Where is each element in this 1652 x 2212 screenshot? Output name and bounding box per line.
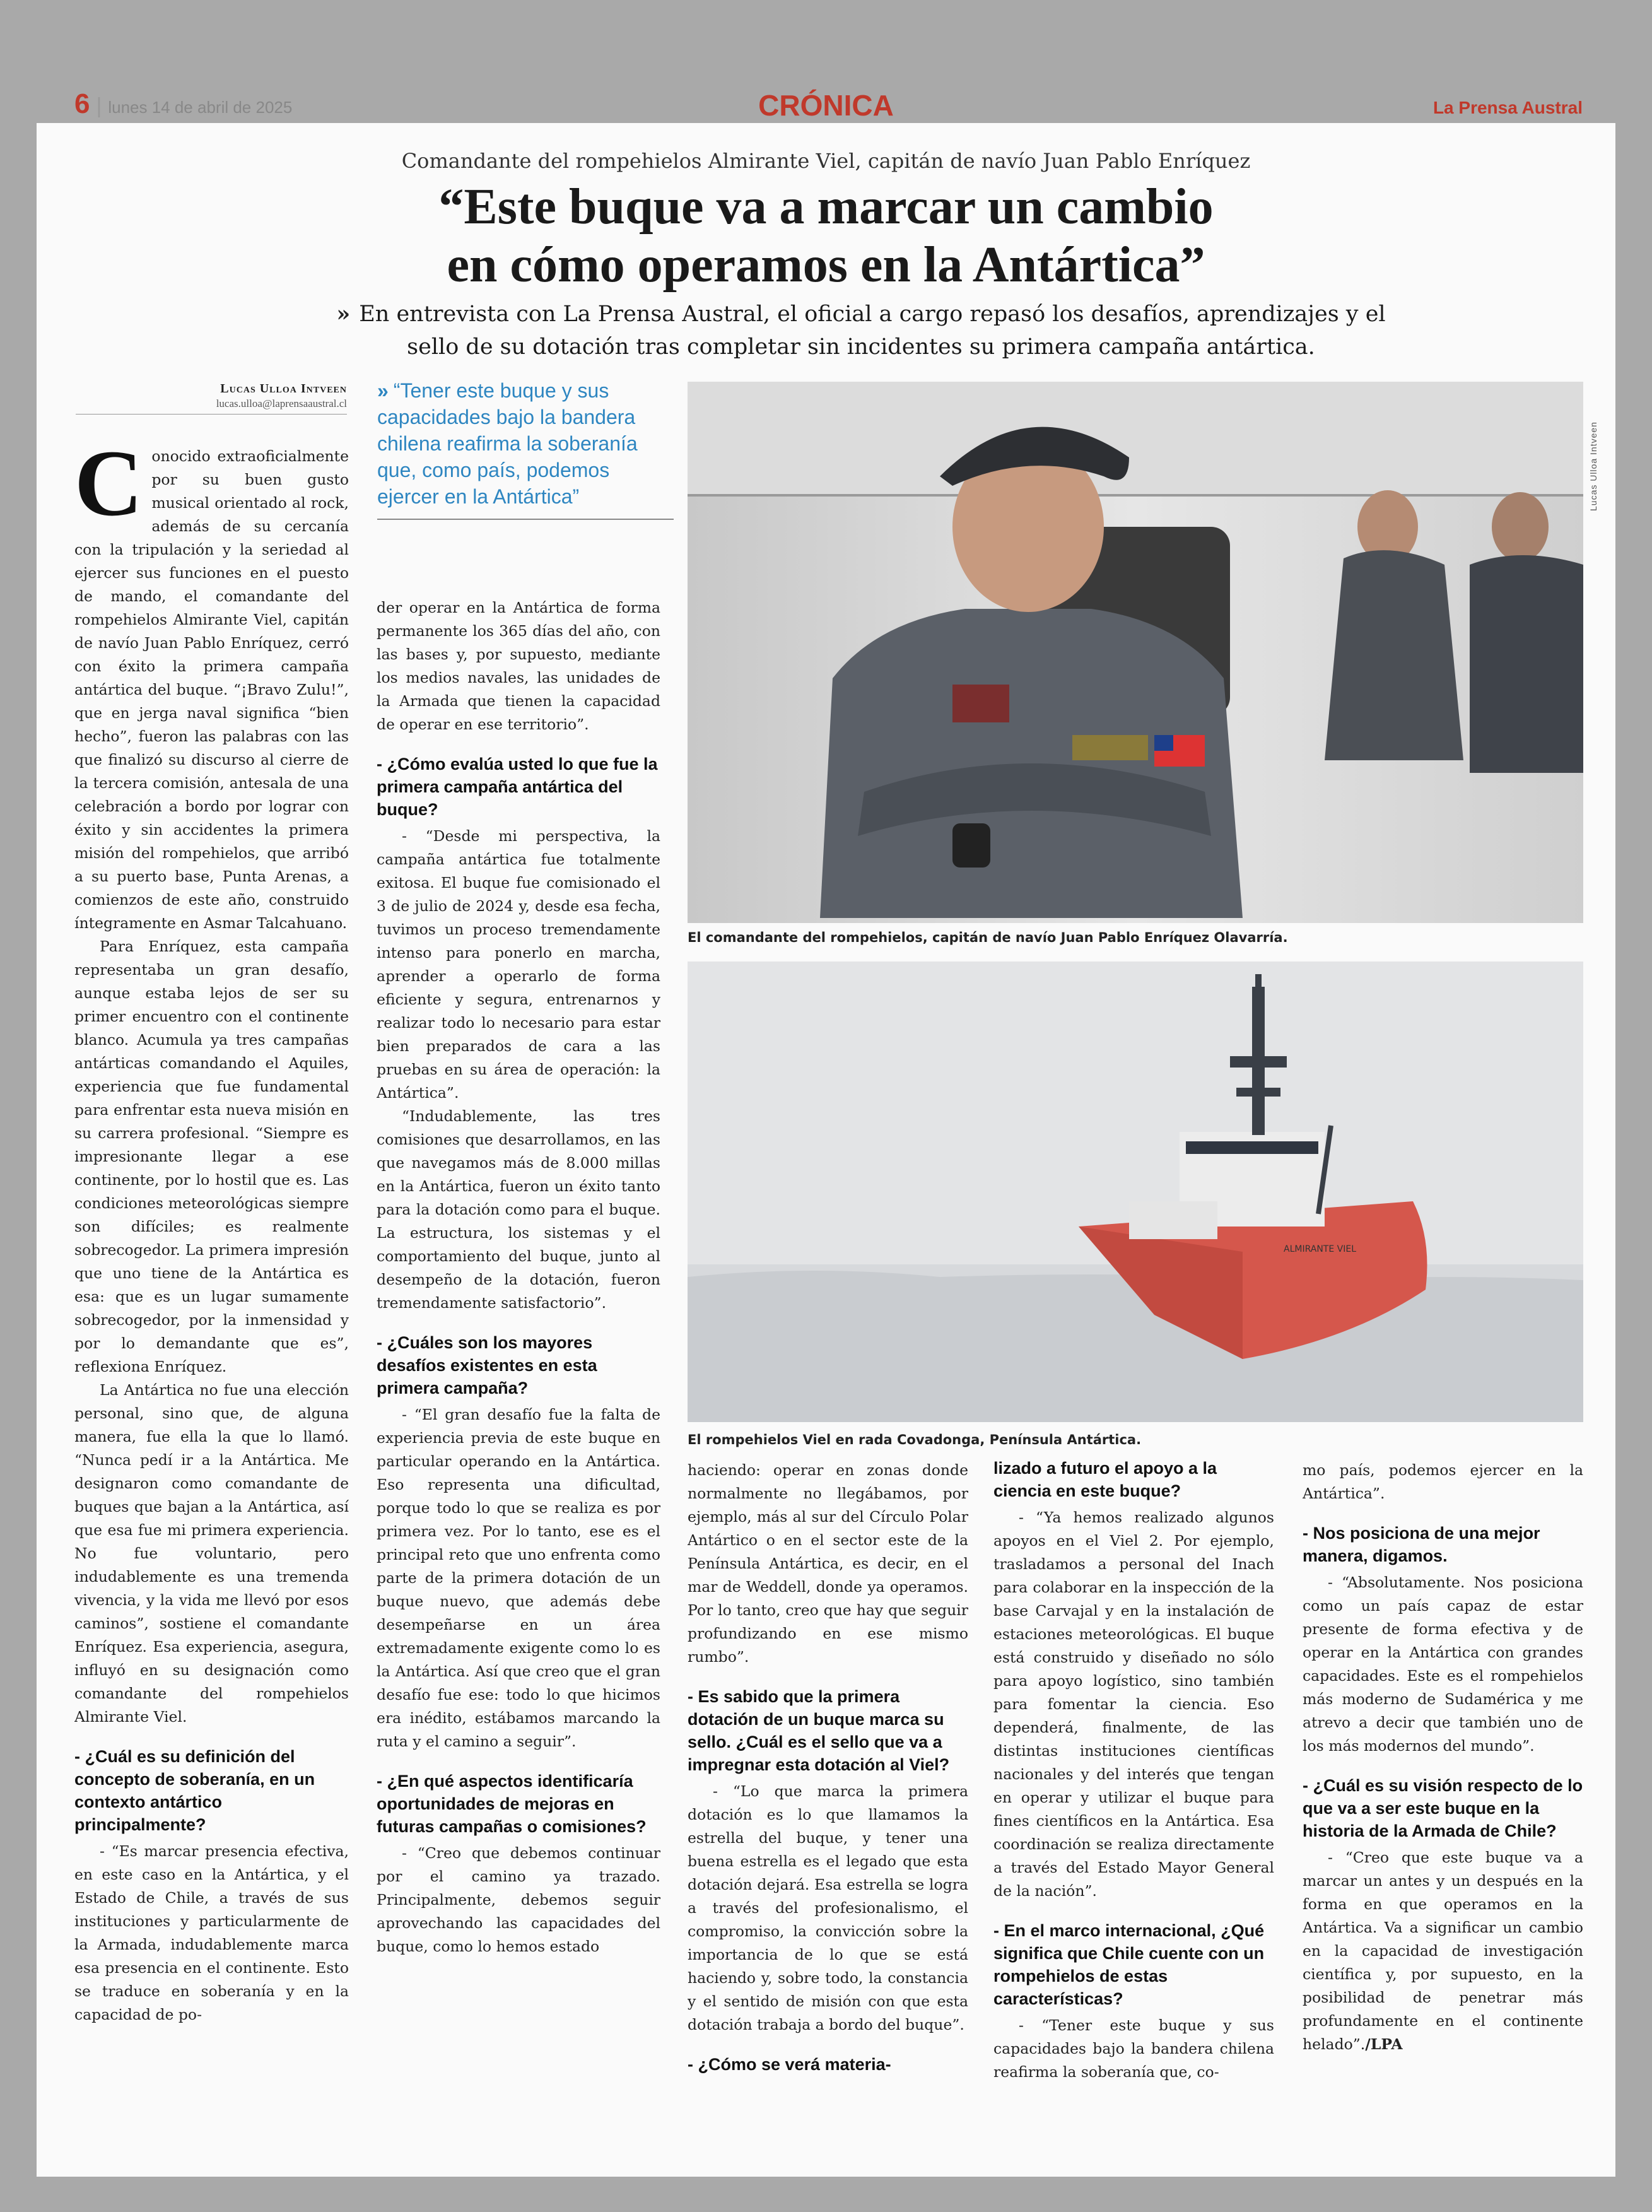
interview-question: - ¿Cuáles son los mayores desafíos existentes en esta primera campaña? [377,1333,597,1397]
photo-credit: Lucas Ulloa Intveen [1588,421,1598,511]
byline-email: lucas.ulloa@laprensaaustral.cl [76,397,347,415]
ship-photo-image [688,962,1583,1422]
headline-line-2: en cómo operamos en la Antártica” [447,237,1205,293]
article-headline [0,178,1652,294]
pull-quote [377,377,674,520]
ship-photo-caption: El rompehielos Viel en rada Covadonga, Península Antártica. [688,1432,1142,1447]
paragraph: haciendo: operar en zonas donde normalmente no llegábamos, por ejemplo, más al sur del Círculo Polar Antártico o en el sector este de la Península Antártica, es decir, en el mar de Weddell, donde ya operamos. Por lo tanto, creo que hay que seguir profundizando en ese mismo rumbo”. [688,1461,968,1666]
article-column-4 [993,1454,1274,2148]
interview-answer: - “El gran desafío fue la falta de experiencia previa de este buque en particular operando en la Antártica. Eso representa una dificultad, porque todo lo que se realiza es por primera vez. Por lo tanto, ese es el principal reto que uno enfrenta como parte de la primera dotación de un buque nuevo, que además debe desempeñarse en un área extremadamente exigente como lo es la Antártica. Así que creo que el gran desafío fue ese: todo lo que hicimos era inédito, estábamos marcando la ruta y el camino a seguir”. [377,1406,660,1750]
interview-answer: - “Absolutamente. Nos posiciona como un país capaz de estar presente de forma efectiva y de operar en la Antártica con grandes capacidades. Este es el rompehielos más moderno de Sudamérica y me atrevo a decir que también uno de los más modernos del mundo”. [1303,1574,1583,1755]
interview-answer: - “Creo que debemos continuar por el camino ya trazado. Principalmente, debemos seguir aprovechando las capacidades del buque, como lo hemos estado [377,1844,660,1955]
interview-answer: - “Desde mi perspectiva, la campaña antártica fue totalmente exitosa. El buque fue comisionado el 3 de julio de 2024 y, desde esa fecha, tuvimos un proceso tremendamente intenso para ponerlo en marcha, aprender a operarlo de forma eficiente y segura, entrenarnos y realizar todo lo necesario para estar bien preparados de cara a las pruebas en su área de operación: la Antártica”. [377,827,660,1102]
interview-question: - ¿Cómo se verá materia- [688,2055,891,2074]
paragraph: mo país, podemos ejercer en la Antártica”. [1303,1461,1583,1502]
headline-line-1: “Este buque va a marcar un cambio [438,179,1214,235]
article-kicker: Comandante del rompehielos Almirante Viel, capitán de navío Juan Pablo Enríquez [401,149,1251,173]
interview-question: - Nos posiciona de una mejor manera, digamos. [1303,1524,1540,1565]
article-column-5 [1303,1459,1583,2146]
answer-text: - “Creo que este buque va a marcar un antes y un después en la forma en que operamos en la Antártica. Va a significar un cambio en la capacidad de investigación científica y, por supuesto, en la posibilidad de penetrar más profundamente en el continente helado”. [1303,1849,1583,2053]
interview-answer [1303,1846,1583,2056]
interview-question: - En el marco internacional, ¿Qué significa que Chile cuente con un rompehielos de estas características? [993,1921,1265,2008]
subhead-text: En entrevista con La Prensa Austral, el oficial a cargo repasó los desafíos, aprendizajes y el sello de su dotación tras completar sin incidentes su primera campaña antártica. [359,302,1386,360]
commander-photo-image [688,382,1583,923]
ship-photo [688,962,1583,1422]
newspaper-name: La Prensa Austral [1432,98,1583,117]
paragraph: der operar en la Antártica de forma permanente los 365 días del año, con las bases y, por supuesto, mediante los medios navales, las unidades de la Armada que tienen la capacidad de operar en ese territorio”. [377,599,660,733]
article-column-2 [377,596,660,2129]
quote-arrow-icon: » [377,379,389,402]
signoff: /LPA [1365,2035,1403,2053]
article-column-3 [688,1459,968,2146]
interview-answer: - “Es marcar presencia efectiva, en este caso en la Antártica, y el Estado de Chile, a través de sus instituciones y particularmente de la Armada, indudablemente marca esa presencia en el continente. Esto se traduce en soberanía y en la capacidad de po- [74,1842,349,2023]
folio-separator: | [96,94,102,118]
interview-answer: - “Lo que marca la primera dotación es lo que llamamos la estrella del buque, y tener una buena estrella es el legado que esta dotación dejará. Esa estrella se logra a través del profesionalismo, el compromiso, la convicción sobre la importancia de lo que se está haciendo y, sobre todo, la constancia y el sentido de misión con que esta dotación trabaja a bordo del buque”. [688,1782,968,2033]
interview-question: - ¿En qué aspectos identificaría oportunidades de mejoras en futuras campañas o comisiones? [377,1772,647,1836]
article-lead-paragraph [74,445,349,935]
interview-answer: - “Tener este buque y sus capacidades bajo la bandera chilena reafirma la soberanía que, co- [993,2016,1274,2081]
lead-text: onocido extraoficialmente por su buen gusto musical orientado al rock, además de su cercanía con la tripulación y la seriedad al ejercer sus funciones en el puesto de mando, el comandante del rompehielos Almirante Viel, capitán de navío Juan Pablo Enríquez, cerró con éxito la primera campaña antártica del buque. “¡Bravo Zulu!”, que en jerga naval significa “bien hecho”, fueron las palabras con las que finalizó su discurso al cierre de la tercera comisión, antesala de una celebración a bordo por lograr con éxito y sin accidentes la primera misión del rompehielos, que arribó a su puerto base, Punta Arenas, a comienzos de este año, construido íntegramente en Asmar Talcahuano. [74,447,349,932]
pull-quote-text: “Tener este buque y sus capacidades bajo la bandera chilena reafirma la soberanía que, como país, podemos ejercer en la Antártica” [377,379,638,508]
commander-photo-caption: El comandante del rompehielos, capitán de navío Juan Pablo Enríquez Olavarría. [688,930,1288,945]
interview-question: - Es sabido que la primera dotación de un buque marca su sello. ¿Cuál es el sello que va a impregnar esta dotación al Viel? [688,1687,950,1774]
article-subhead [328,298,1394,363]
drop-cap: C [74,445,143,536]
page-number: 6 [74,88,90,119]
commander-photo [688,382,1583,923]
paragraph: La Antártica no fue una elección personal, sino que, de alguna manera, fue ella la que lo llamó. “Nunca pedí ir a la Antártica. Me designaron como comandante de buques que bajan a la Antártica, así que esa fue mi primera experiencia. No fue voluntario, pero indudablemente es una tremenda vivencia, y la vida me llevó por esos caminos”, sostiene el comandante Enríquez. Esa experiencia, asegura, influyó en su designación como comandante del rompehielos Almirante Viel. [74,1381,349,1726]
interview-question: - ¿Cuál es su visión respecto de lo que va a ser este buque en la historia de la Armada de Chile? [1303,1776,1583,1840]
byline [76,382,347,415]
subhead-arrow-icon: » [336,301,351,327]
ship-hull-name: ALMIRANTE VIEL [1284,1244,1356,1254]
interview-question: - ¿Cómo evalúa usted lo que fue la primera campaña antártica del buque? [377,755,658,819]
paragraph: Para Enríquez, esta campaña representaba un gran desafío, aunque estaba lejos de ser su primer encuentro con el continente blanco. Acumula ya tres campañas antárticas comandando el Aquiles, experiencia que fue fundamental para enfrentar esta nueva misión en su carrera profesional. “Siempre es impresionante llegar a ese continente, por lo hostil que es. Las condiciones meteorológicas siempre son difíciles; es realmente sobrecogedor. La primera impresión que uno tiene de la Antártica es esa: que es un lugar sumamente sobrecogedor, por la inmensidad y por lo demandante que es”, reflexiona Enríquez. [74,938,349,1375]
interview-answer: “Indudablemente, las tres comisiones que desarrollamos, en las que navegamos más de 8.000 millas en la Antártica, fueron un éxito tanto para la dotación como para el buque. La estructura, los sistemas y el comportamiento del buque, junto al desempeño de la dotación, fueron tremendamente satisfactorio”. [377,1107,660,1312]
issue-date: lunes 14 de abril de 2025 [108,98,293,117]
section-name: CRÓNICA [758,89,894,122]
interview-question: lizado a futuro el apoyo a la ciencia en este buque? [993,1459,1217,1500]
byline-name: Lucas Ulloa Intveen [220,382,347,396]
article-column-1 [74,445,349,2155]
interview-question: - ¿Cuál es su definición del concepto de soberanía, en un contexto antártico principalmente? [74,1747,315,1834]
interview-answer: - “Ya hemos realizado algunos apoyos en el Viel 2. Por ejemplo, trasladamos a personal del Inach para colaborar en la inspección de la base Carvajal y en la instalación de estaciones meteorológicas. El buque está construido y diseñado no sólo para apoyo logístico, sino también para fomentar la ciencia. Eso dependerá, finalmente, de las distintas instituciones científicas nacionales y del interés que tengan en operar y utilizar el buque para fines científicos en la Antártica. Esa coordinación se realiza directamente a través del Estado Mayor General de la nación”. [993,1509,1274,1900]
